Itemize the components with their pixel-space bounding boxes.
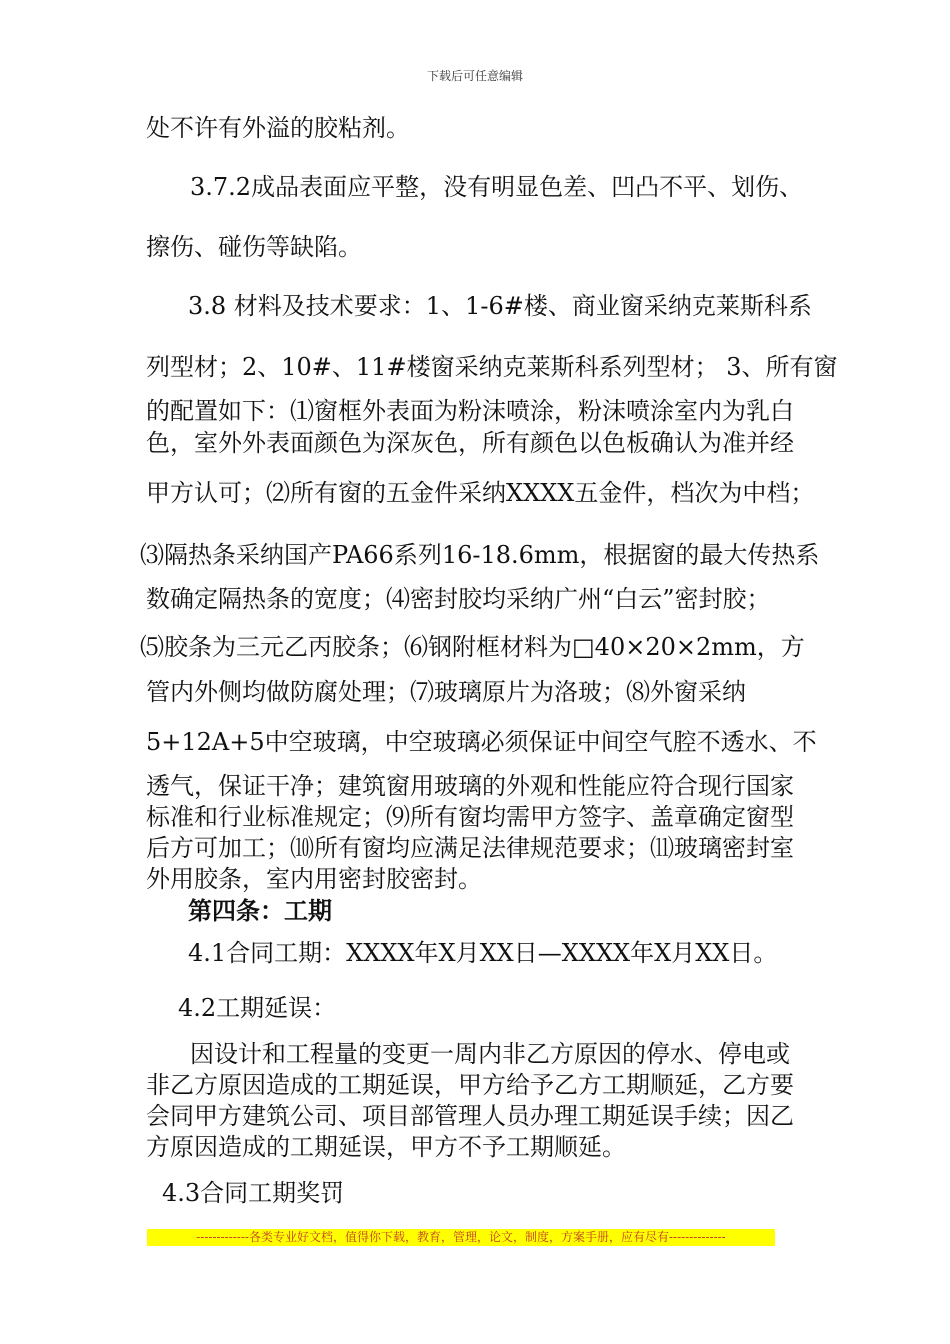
page-footer-banner: -------------各类专业好文档，值得你下载，教育，管理，论文，制度，方案手册，应有尽有-------------- — [147, 1229, 775, 1246]
body-line: 数确定隔热条的宽度；⑷密封胶均采纳广州“白云”密封胶； — [146, 585, 771, 613]
body-line: ⑸胶条为三元乙丙胶条；⑹钢附框材料为□40×20×2mm，方 — [140, 633, 805, 661]
body-line: 色，室外外表面颜色为深灰色，所有颜色以色板确认为准并经 — [146, 429, 794, 457]
body-line: 4.3合同工期奖罚 — [162, 1179, 345, 1207]
body-line: ⑶隔热条采纳国产PA66系列16-18.6mm，根据窗的最大传热系 — [140, 541, 820, 569]
body-line: 外用胶条，室内用密封胶密封。 — [146, 865, 482, 893]
body-line: 后方可加工；⑽所有窗均应满足法律规范要求；⑾玻璃密封室 — [146, 834, 794, 862]
body-line: 甲方认可；⑵所有窗的五金件采纳XXXX五金件，档次为中档； — [146, 479, 815, 507]
body-line: 5+12A+5中空玻璃，中空玻璃必须保证中间空气腔不透水、不 — [146, 728, 817, 756]
page-header: 下载后可任意编辑 — [426, 69, 523, 83]
body-line: 因设计和工程量的变更一周内非乙方原因的停水、停电或 — [190, 1040, 790, 1068]
body-line: 处不许有外溢的胶粘剂。 — [146, 114, 410, 142]
body-line: 4.1合同工期：XXXX年X月XX日—XXXX年X月XX日。 — [188, 939, 778, 967]
body-line: 4.2工期延误： — [178, 994, 337, 1022]
body-line: 3.8 材料及技术要求：1、1-6#楼、商业窗采纳克莱斯科系 — [188, 292, 812, 320]
body-line: 擦伤、碰伤等缺陷。 — [146, 233, 362, 261]
body-line: 透气，保证干净；建筑窗用玻璃的外观和性能应符合现行国家 — [146, 772, 794, 800]
body-line: 的配置如下：⑴窗框外表面为粉沫喷涂，粉沫喷涂室内为乳白 — [146, 397, 794, 425]
body-line: 方原因造成的工期延误，甲方不予工期顺延。 — [146, 1133, 626, 1161]
body-line: 非乙方原因造成的工期延误，甲方给予乙方工期顺延，乙方要 — [146, 1071, 794, 1099]
body-line: 列型材；2、10#、11#楼窗采纳克莱斯科系列型材； 3、所有窗 — [146, 353, 838, 381]
body-line: 管内外侧均做防腐处理；⑺玻璃原片为洛玻；⑻外窗采纳 — [146, 678, 746, 706]
body-line: 3.7.2成品表面应平整，没有明显色差、凹凸不平、划伤、 — [190, 173, 804, 201]
body-line: 标准和行业标准规定；⑼所有窗均需甲方签字、盖章确定窗型 — [146, 803, 794, 831]
section-heading: 第四条：工期 — [188, 896, 332, 925]
body-line: 会同甲方建筑公司、项目部管理人员办理工期延误手续；因乙 — [146, 1102, 794, 1130]
